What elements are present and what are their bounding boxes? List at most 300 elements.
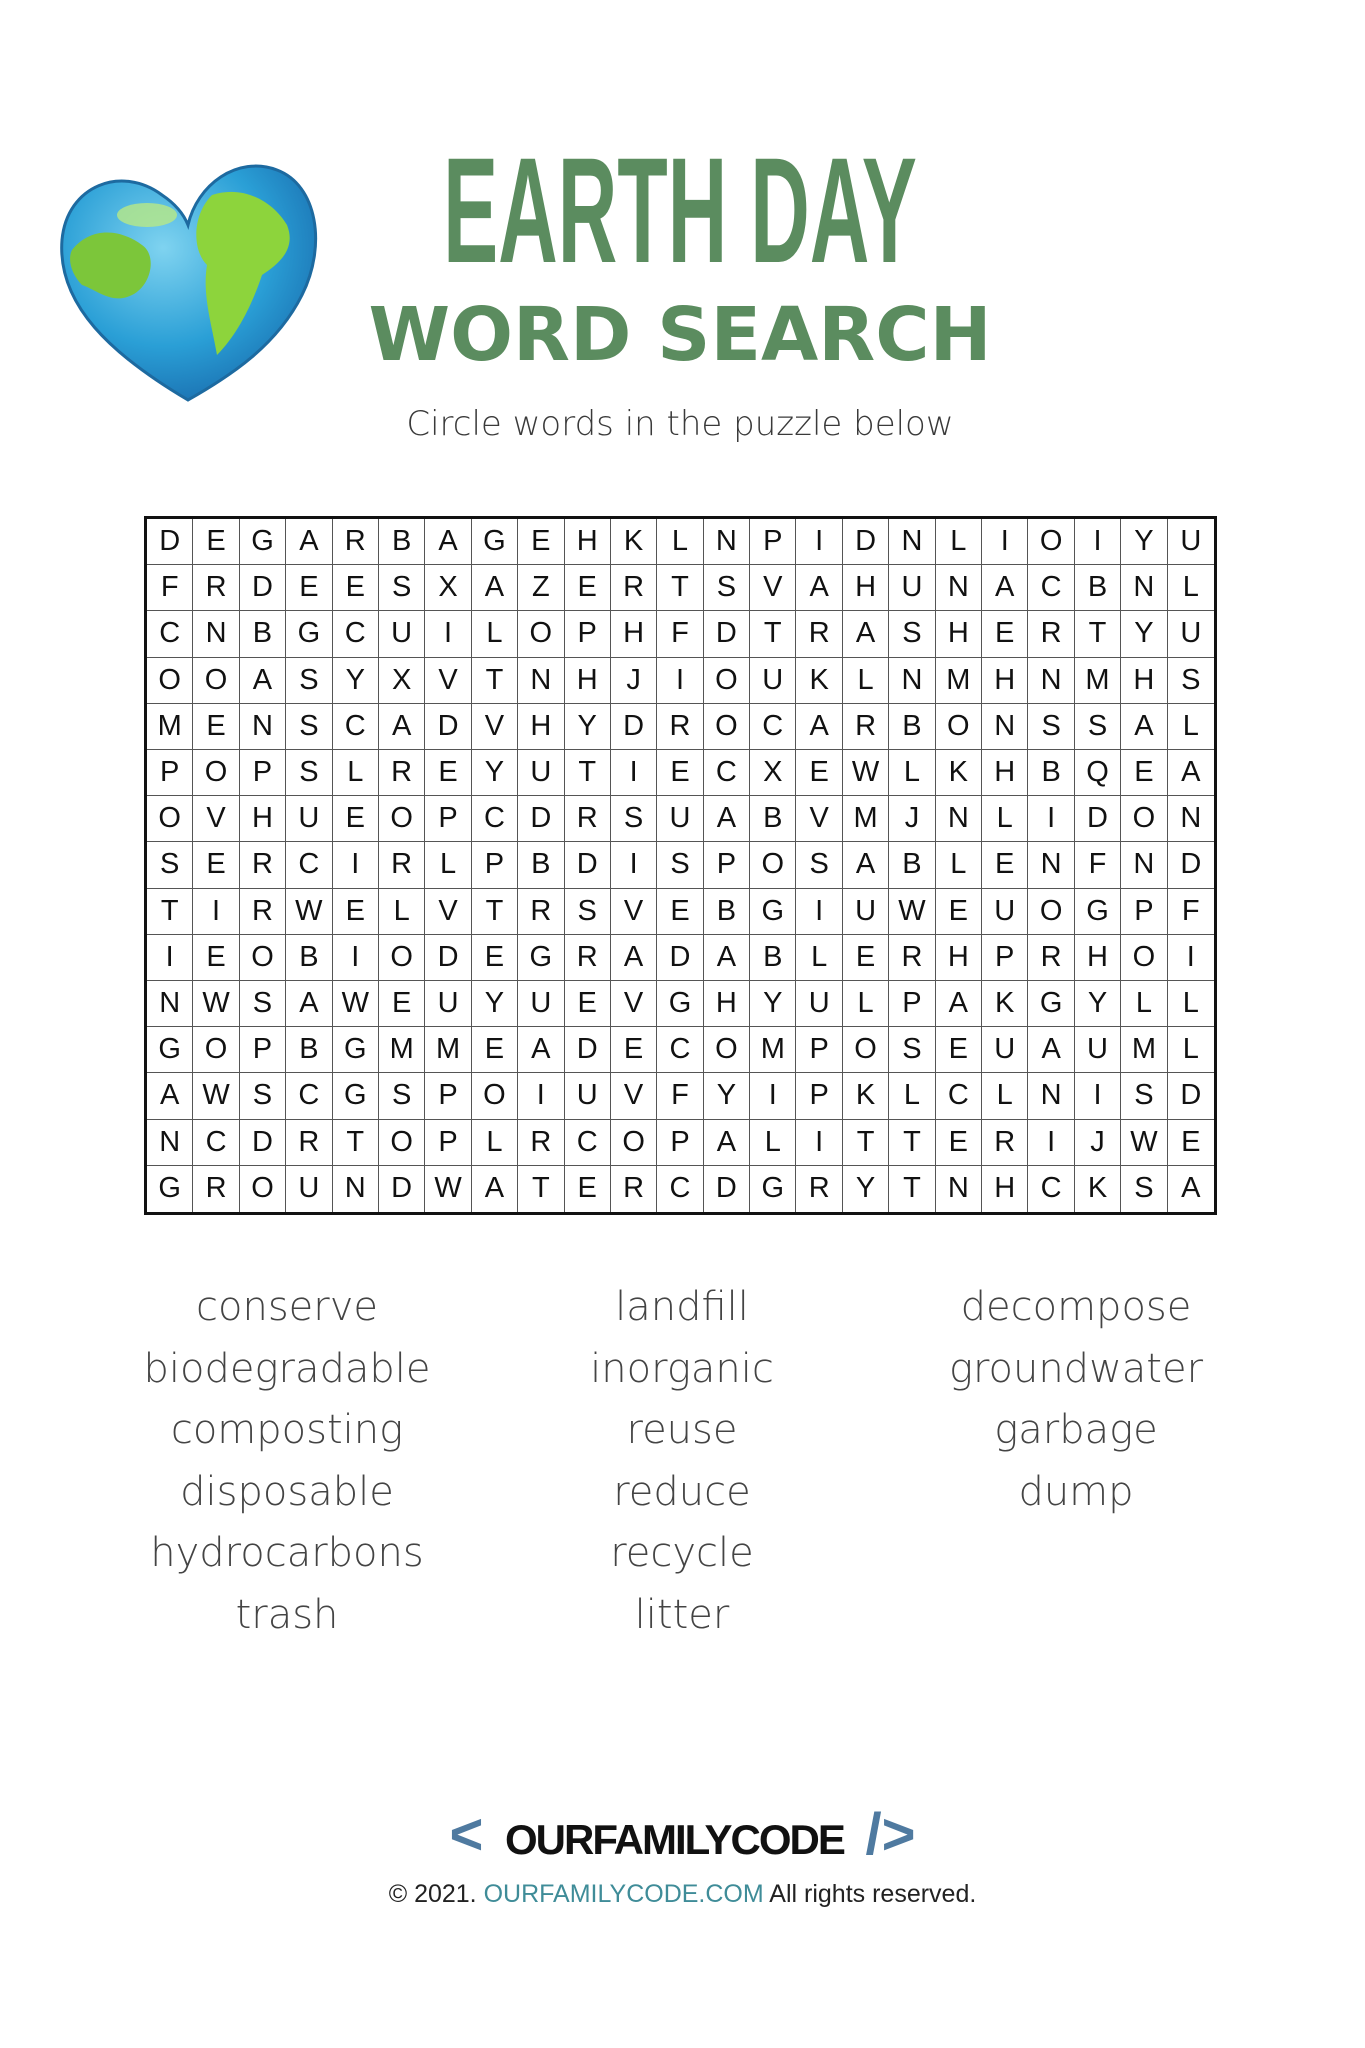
grid-cell[interactable]: H <box>240 796 286 842</box>
grid-cell[interactable]: A <box>1181 1172 1201 1205</box>
grid-cell[interactable]: L <box>843 658 889 704</box>
grid-cell[interactable]: I <box>147 935 193 981</box>
grid-cell[interactable]: N <box>147 1120 193 1166</box>
grid-cell[interactable]: M <box>1075 658 1121 704</box>
grid-cell[interactable]: L <box>333 750 379 796</box>
grid-cell[interactable]: E <box>1168 1120 1214 1166</box>
grid-cell[interactable]: G <box>333 1073 379 1119</box>
grid-cell[interactable]: T <box>657 565 703 611</box>
grid-cell[interactable]: H <box>518 704 564 750</box>
grid-cell[interactable]: N <box>704 519 750 565</box>
grid-cell[interactable]: S <box>286 704 332 750</box>
grid-cell[interactable]: R <box>240 842 286 888</box>
grid-cell[interactable]: S <box>1075 704 1121 750</box>
grid-cell[interactable]: E <box>936 1120 982 1166</box>
grid-cell[interactable]: I <box>193 889 239 935</box>
grid-cell[interactable]: V <box>750 565 796 611</box>
grid-cell[interactable]: U <box>379 611 425 657</box>
grid-cell[interactable]: Y <box>472 981 518 1027</box>
grid-cell[interactable]: M <box>1121 1027 1167 1073</box>
grid-cell[interactable]: H <box>843 565 889 611</box>
grid-cell[interactable]: U <box>286 796 332 842</box>
grid-cell[interactable]: N <box>147 981 193 1027</box>
grid-cell[interactable]: B <box>750 935 796 981</box>
grid-cell[interactable]: B <box>518 842 564 888</box>
grid-cell[interactable]: L <box>889 1073 935 1119</box>
grid-cell[interactable]: I <box>611 842 657 888</box>
grid-cell[interactable]: F <box>1168 889 1214 935</box>
grid-cell[interactable]: R <box>193 1166 239 1212</box>
grid-cell[interactable]: U <box>565 1073 611 1119</box>
grid-cell[interactable]: I <box>1075 519 1121 565</box>
grid-cell[interactable]: U <box>657 796 703 842</box>
grid-cell[interactable]: H <box>704 981 750 1027</box>
grid-cell[interactable]: H <box>936 935 982 981</box>
grid-cell[interactable]: R <box>518 1120 564 1166</box>
grid-cell[interactable]: F <box>1075 842 1121 888</box>
grid-cell[interactable]: I <box>425 611 471 657</box>
grid-cell[interactable]: I <box>611 750 657 796</box>
grid-cell[interactable]: L <box>1168 704 1214 750</box>
grid-cell[interactable]: N <box>518 658 564 704</box>
grid-cell[interactable]: A <box>704 935 750 981</box>
grid-cell[interactable]: D <box>240 565 286 611</box>
grid-cell[interactable]: I <box>796 889 842 935</box>
grid-cell[interactable]: G <box>240 519 286 565</box>
grid-cell[interactable]: G <box>657 981 703 1027</box>
grid-cell[interactable]: C <box>1028 565 1074 611</box>
grid-cell[interactable]: E <box>333 796 379 842</box>
grid-cell[interactable]: Y <box>843 1166 889 1212</box>
grid-cell[interactable]: R <box>379 750 425 796</box>
grid-cell[interactable]: P <box>889 981 935 1027</box>
grid-cell[interactable]: D <box>704 1166 750 1212</box>
grid-cell[interactable]: A <box>843 611 889 657</box>
grid-cell[interactable]: C <box>657 1027 703 1073</box>
grid-cell[interactable]: P <box>1121 889 1167 935</box>
grid-cell[interactable]: S <box>1168 658 1214 704</box>
grid-cell[interactable]: H <box>982 658 1028 704</box>
grid-cell[interactable]: L <box>982 796 1028 842</box>
grid-cell[interactable]: G <box>750 1166 796 1212</box>
grid-cell[interactable]: E <box>472 935 518 981</box>
grid-cell[interactable]: V <box>611 1073 657 1119</box>
grid-cell[interactable]: I <box>518 1073 564 1119</box>
grid-cell[interactable]: O <box>704 658 750 704</box>
grid-cell[interactable]: E <box>193 842 239 888</box>
grid-cell[interactable]: T <box>565 750 611 796</box>
grid-cell[interactable]: W <box>843 750 889 796</box>
grid-cell[interactable]: N <box>889 519 935 565</box>
grid-cell[interactable]: A <box>796 704 842 750</box>
grid-cell[interactable]: I <box>1028 796 1074 842</box>
grid-cell[interactable]: U <box>425 981 471 1027</box>
grid-cell[interactable]: B <box>379 519 425 565</box>
grid-cell[interactable]: S <box>240 1073 286 1119</box>
grid-cell[interactable]: L <box>1121 981 1167 1027</box>
grid-cell[interactable]: R <box>611 565 657 611</box>
grid-cell[interactable]: U <box>1075 1027 1121 1073</box>
grid-cell[interactable]: W <box>333 981 379 1027</box>
grid-cell[interactable]: N <box>1028 1073 1074 1119</box>
grid-cell[interactable]: V <box>193 796 239 842</box>
grid-cell[interactable]: L <box>472 1120 518 1166</box>
grid-cell[interactable]: E <box>565 981 611 1027</box>
grid-cell[interactable]: D <box>1168 842 1214 888</box>
grid-cell[interactable]: A <box>704 796 750 842</box>
grid-cell[interactable]: E <box>657 750 703 796</box>
grid-cell[interactable]: K <box>1075 1166 1121 1212</box>
grid-cell[interactable]: C <box>147 611 193 657</box>
grid-cell[interactable]: P <box>796 1073 842 1119</box>
grid-cell[interactable]: O <box>147 796 193 842</box>
grid-cell[interactable]: E <box>565 565 611 611</box>
grid-cell[interactable]: N <box>982 704 1028 750</box>
grid-cell[interactable]: U <box>518 750 564 796</box>
grid-cell[interactable]: E <box>333 565 379 611</box>
grid-cell[interactable]: W <box>286 889 332 935</box>
grid-cell[interactable]: G <box>518 935 564 981</box>
grid-cell[interactable]: P <box>425 1073 471 1119</box>
grid-cell[interactable]: C <box>1028 1166 1074 1212</box>
grid-cell[interactable]: E <box>379 981 425 1027</box>
grid-cell[interactable]: O <box>1121 796 1167 842</box>
grid-cell[interactable]: N <box>889 658 935 704</box>
grid-cell[interactable]: P <box>565 611 611 657</box>
grid-cell[interactable]: E <box>565 1166 611 1212</box>
grid-cell[interactable]: B <box>1075 565 1121 611</box>
grid-cell[interactable]: G <box>286 611 332 657</box>
grid-cell[interactable]: K <box>796 658 842 704</box>
grid-cell[interactable]: C <box>565 1120 611 1166</box>
grid-cell[interactable]: O <box>379 1120 425 1166</box>
grid-cell[interactable]: O <box>1121 935 1167 981</box>
grid-cell[interactable]: R <box>843 704 889 750</box>
grid-cell[interactable]: B <box>240 611 286 657</box>
grid-cell[interactable]: L <box>889 750 935 796</box>
grid-cell[interactable]: A <box>1168 750 1214 796</box>
grid-cell[interactable]: G <box>750 889 796 935</box>
grid-cell[interactable]: H <box>565 519 611 565</box>
grid-cell[interactable]: I <box>333 842 379 888</box>
grid-cell[interactable]: U <box>889 565 935 611</box>
grid-cell[interactable]: B <box>750 796 796 842</box>
grid-cell[interactable]: L <box>1168 565 1214 611</box>
grid-cell[interactable]: S <box>611 796 657 842</box>
grid-cell[interactable]: D <box>379 1166 425 1212</box>
grid-cell[interactable]: A <box>796 565 842 611</box>
grid-cell[interactable]: V <box>611 981 657 1027</box>
grid-cell[interactable]: Y <box>1121 611 1167 657</box>
grid-cell[interactable]: E <box>193 704 239 750</box>
grid-cell[interactable]: C <box>333 704 379 750</box>
grid-cell[interactable]: O <box>704 704 750 750</box>
grid-cell[interactable]: D <box>565 1027 611 1073</box>
grid-cell[interactable]: T <box>472 658 518 704</box>
grid-cell[interactable]: O <box>518 611 564 657</box>
grid-cell[interactable]: F <box>657 611 703 657</box>
grid-cell[interactable]: T <box>472 889 518 935</box>
grid-cell[interactable]: E <box>472 1027 518 1073</box>
grid-cell[interactable]: R <box>982 1120 1028 1166</box>
grid-cell[interactable]: R <box>565 935 611 981</box>
grid-cell[interactable]: N <box>1028 842 1074 888</box>
grid-cell[interactable]: C <box>193 1120 239 1166</box>
grid-cell[interactable]: T <box>518 1166 564 1212</box>
grid-cell[interactable]: T <box>750 611 796 657</box>
grid-cell[interactable]: R <box>657 704 703 750</box>
grid-cell[interactable]: P <box>425 1120 471 1166</box>
grid-cell[interactable]: A <box>1028 1027 1074 1073</box>
grid-cell[interactable]: R <box>333 519 379 565</box>
grid-cell[interactable]: S <box>796 842 842 888</box>
grid-cell[interactable]: J <box>611 658 657 704</box>
grid-cell[interactable]: R <box>796 611 842 657</box>
grid-cell[interactable]: M <box>379 1027 425 1073</box>
grid-cell[interactable]: P <box>240 1027 286 1073</box>
grid-cell[interactable]: O <box>1028 889 1074 935</box>
grid-cell[interactable]: I <box>1075 1073 1121 1119</box>
grid-cell[interactable]: D <box>240 1120 286 1166</box>
grid-cell[interactable]: T <box>147 889 193 935</box>
grid-cell[interactable]: R <box>379 842 425 888</box>
grid-cell[interactable]: G <box>333 1027 379 1073</box>
grid-cell[interactable]: Y <box>750 981 796 1027</box>
grid-cell[interactable]: R <box>796 1166 842 1212</box>
grid-cell[interactable]: D <box>425 704 471 750</box>
grid-cell[interactable]: D <box>425 935 471 981</box>
grid-cell[interactable]: S <box>889 1027 935 1073</box>
grid-cell[interactable]: R <box>518 889 564 935</box>
site-link[interactable]: OURFAMILYCODE.COM <box>483 1880 764 1908</box>
grid-cell[interactable]: I <box>982 519 1028 565</box>
grid-cell[interactable]: J <box>1075 1120 1121 1166</box>
grid-cell[interactable]: E <box>843 935 889 981</box>
grid-cell[interactable]: S <box>1028 704 1074 750</box>
grid-cell[interactable]: D <box>611 704 657 750</box>
grid-cell[interactable]: S <box>704 565 750 611</box>
grid-cell[interactable]: R <box>611 1166 657 1212</box>
grid-cell[interactable]: L <box>936 842 982 888</box>
grid-cell[interactable]: L <box>425 842 471 888</box>
grid-cell[interactable]: T <box>889 1120 935 1166</box>
grid-cell[interactable]: U <box>1168 611 1214 657</box>
grid-cell[interactable]: S <box>889 611 935 657</box>
grid-cell[interactable]: L <box>379 889 425 935</box>
grid-cell[interactable]: I <box>796 519 842 565</box>
grid-cell[interactable]: D <box>657 935 703 981</box>
grid-cell[interactable]: W <box>193 1073 239 1119</box>
grid-cell[interactable]: D <box>1075 796 1121 842</box>
grid-cell[interactable]: N <box>936 1166 982 1212</box>
grid-cell[interactable]: I <box>750 1073 796 1119</box>
grid-cell[interactable]: X <box>750 750 796 796</box>
grid-cell[interactable]: A <box>843 842 889 888</box>
grid-cell[interactable]: N <box>1121 842 1167 888</box>
grid-cell[interactable]: C <box>286 842 332 888</box>
grid-cell[interactable]: D <box>518 796 564 842</box>
grid-cell[interactable]: H <box>936 611 982 657</box>
grid-cell[interactable]: E <box>193 519 239 565</box>
grid-cell[interactable]: N <box>1121 565 1167 611</box>
grid-cell[interactable]: V <box>796 796 842 842</box>
grid-cell[interactable]: A <box>286 981 332 1027</box>
grid-cell[interactable]: U <box>982 889 1028 935</box>
grid-cell[interactable]: I <box>657 658 703 704</box>
grid-cell[interactable]: U <box>750 658 796 704</box>
grid-cell[interactable]: G <box>1075 889 1121 935</box>
grid-cell[interactable]: N <box>240 704 286 750</box>
grid-cell[interactable]: E <box>796 750 842 796</box>
grid-cell[interactable]: O <box>240 1166 286 1212</box>
grid-cell[interactable]: P <box>240 750 286 796</box>
grid-cell[interactable]: D <box>147 519 193 565</box>
grid-cell[interactable]: O <box>193 658 239 704</box>
grid-cell[interactable]: S <box>379 565 425 611</box>
grid-cell[interactable]: F <box>657 1073 703 1119</box>
grid-cell[interactable]: E <box>518 519 564 565</box>
grid-cell[interactable]: Q <box>1075 750 1121 796</box>
grid-cell[interactable]: H <box>1075 935 1121 981</box>
grid-cell[interactable]: K <box>843 1073 889 1119</box>
grid-cell[interactable]: B <box>889 704 935 750</box>
grid-cell[interactable]: N <box>936 796 982 842</box>
grid-cell[interactable]: K <box>936 750 982 796</box>
grid-cell[interactable]: Y <box>1121 519 1167 565</box>
grid-cell[interactable]: B <box>704 889 750 935</box>
grid-cell[interactable]: B <box>1028 750 1074 796</box>
grid-cell[interactable]: C <box>286 1073 332 1119</box>
grid-cell[interactable]: V <box>425 658 471 704</box>
grid-cell[interactable]: H <box>982 750 1028 796</box>
grid-cell[interactable]: G <box>472 519 518 565</box>
grid-cell[interactable]: L <box>472 611 518 657</box>
grid-cell[interactable]: B <box>286 935 332 981</box>
grid-cell[interactable]: L <box>1168 1027 1214 1073</box>
grid-cell[interactable]: R <box>193 565 239 611</box>
grid-cell[interactable]: E <box>936 889 982 935</box>
grid-cell[interactable]: W <box>1121 1120 1167 1166</box>
grid-cell[interactable]: Y <box>333 658 379 704</box>
grid-cell[interactable]: R <box>1028 611 1074 657</box>
grid-cell[interactable]: E <box>425 750 471 796</box>
grid-cell[interactable]: E <box>193 935 239 981</box>
grid-cell[interactable]: A <box>472 565 518 611</box>
grid-cell[interactable]: P <box>425 796 471 842</box>
grid-cell[interactable]: M <box>147 704 193 750</box>
grid-cell[interactable]: H <box>565 658 611 704</box>
grid-cell[interactable]: A <box>518 1027 564 1073</box>
grid-cell[interactable]: Y <box>472 750 518 796</box>
grid-cell[interactable]: X <box>425 565 471 611</box>
grid-cell[interactable]: E <box>982 842 1028 888</box>
grid-cell[interactable]: A <box>286 519 332 565</box>
grid-cell[interactable]: D <box>843 519 889 565</box>
grid-cell[interactable]: U <box>1168 519 1214 565</box>
grid-cell[interactable]: E <box>611 1027 657 1073</box>
grid-cell[interactable]: A <box>704 1120 750 1166</box>
grid-cell[interactable]: B <box>889 842 935 888</box>
grid-cell[interactable]: M <box>843 796 889 842</box>
grid-cell[interactable]: H <box>611 611 657 657</box>
grid-cell[interactable]: U <box>843 889 889 935</box>
grid-cell[interactable]: J <box>889 796 935 842</box>
grid-cell[interactable]: D <box>704 611 750 657</box>
grid-cell[interactable]: L <box>843 981 889 1027</box>
grid-cell[interactable]: W <box>425 1166 471 1212</box>
grid-cell[interactable]: P <box>704 842 750 888</box>
grid-cell[interactable]: N <box>333 1166 379 1212</box>
grid-cell[interactable]: K <box>982 981 1028 1027</box>
grid-cell[interactable]: P <box>657 1120 703 1166</box>
grid-cell[interactable]: P <box>750 519 796 565</box>
grid-cell[interactable]: U <box>518 981 564 1027</box>
grid-cell[interactable]: F <box>147 565 193 611</box>
grid-cell[interactable]: U <box>286 1166 332 1212</box>
grid-cell[interactable]: G <box>147 1027 193 1073</box>
grid-cell[interactable]: E <box>286 565 332 611</box>
grid-cell[interactable]: U <box>796 981 842 1027</box>
grid-cell[interactable]: W <box>193 981 239 1027</box>
grid-cell[interactable]: O <box>147 658 193 704</box>
grid-cell[interactable]: E <box>657 889 703 935</box>
grid-cell[interactable]: Y <box>565 704 611 750</box>
grid-cell[interactable]: L <box>936 519 982 565</box>
grid-cell[interactable]: L <box>657 519 703 565</box>
grid-cell[interactable]: O <box>936 704 982 750</box>
grid-cell[interactable]: G <box>1028 981 1074 1027</box>
grid-cell[interactable]: A <box>379 704 425 750</box>
grid-cell[interactable]: S <box>147 842 193 888</box>
grid-cell[interactable]: S <box>286 658 332 704</box>
grid-cell[interactable]: M <box>936 658 982 704</box>
grid-cell[interactable]: C <box>657 1166 703 1212</box>
grid-cell[interactable]: X <box>379 658 425 704</box>
grid-cell[interactable]: A <box>1121 704 1167 750</box>
grid-cell[interactable]: T <box>1075 611 1121 657</box>
grid-cell[interactable]: M <box>425 1027 471 1073</box>
grid-cell[interactable]: O <box>379 935 425 981</box>
grid-cell[interactable]: I <box>1028 1120 1074 1166</box>
grid-cell[interactable]: E <box>982 611 1028 657</box>
grid-cell[interactable]: O <box>472 1073 518 1119</box>
grid-cell[interactable]: T <box>889 1166 935 1212</box>
grid-cell[interactable]: O <box>240 935 286 981</box>
grid-cell[interactable]: A <box>425 519 471 565</box>
grid-cell[interactable]: A <box>936 981 982 1027</box>
grid-cell[interactable]: V <box>472 704 518 750</box>
grid-cell[interactable]: L <box>796 935 842 981</box>
grid-cell[interactable]: B <box>286 1027 332 1073</box>
grid-cell[interactable]: S <box>1121 1166 1167 1212</box>
grid-cell[interactable]: R <box>1028 935 1074 981</box>
grid-cell[interactable]: H <box>982 1166 1028 1212</box>
grid-cell[interactable]: W <box>889 889 935 935</box>
grid-cell[interactable]: S <box>1121 1073 1167 1119</box>
grid-cell[interactable]: O <box>193 1027 239 1073</box>
grid-cell[interactable]: A <box>472 1166 518 1212</box>
grid-cell[interactable]: P <box>796 1027 842 1073</box>
grid-cell[interactable]: A <box>147 1073 193 1119</box>
grid-cell[interactable]: O <box>843 1027 889 1073</box>
grid-cell[interactable]: I <box>333 935 379 981</box>
grid-cell[interactable]: S <box>379 1073 425 1119</box>
grid-cell[interactable]: Z <box>518 565 564 611</box>
grid-cell[interactable]: L <box>1168 981 1214 1027</box>
grid-cell[interactable]: R <box>240 889 286 935</box>
grid-cell[interactable]: I <box>1168 935 1214 981</box>
grid-cell[interactable]: C <box>333 611 379 657</box>
